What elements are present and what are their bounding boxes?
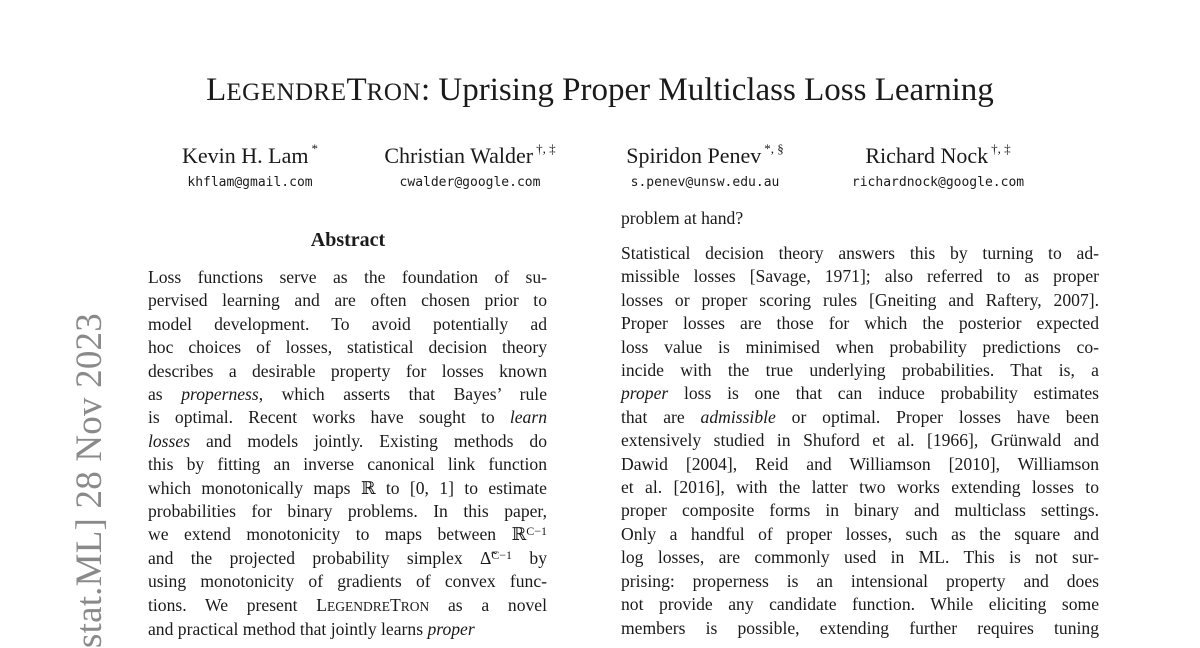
author-name: Spiridon Penev *, § <box>626 141 784 168</box>
body-line: proper loss is one that can induce probability estimates <box>621 383 1099 404</box>
abstract-line: we extend monotonicity to maps between ℝ$^{C-1}$ <box>148 524 547 545</box>
author-email: richardnock@google.com <box>851 175 1025 190</box>
abstract-line: is optimal. Recent works have sought to learn <box>148 407 547 428</box>
body-line: incide with the true underlying probabilities. That is, a <box>621 360 1099 381</box>
author-email: khflam@gmail.com <box>187 175 313 190</box>
author-block <box>360 143 580 190</box>
title-smallcaps-rest-1: EGENDRE <box>226 79 347 106</box>
author-affiliation-marks: †, ‡ <box>536 141 556 156</box>
emphasis-proper: proper <box>621 383 669 404</box>
abstract-line: this by fitting an inverse canonical link function <box>148 454 547 475</box>
abstract-line: describes a desirable property for losses known <box>148 360 547 381</box>
title-text: : Uprising Proper Multiclass Loss Learning <box>420 72 994 108</box>
body-line: prising: properness is an intensional property and does <box>621 570 1099 591</box>
body-line: not provide any candidate function. While eliciting some <box>621 594 1099 615</box>
author-affiliation-marks: *, § <box>764 141 784 156</box>
paper-title <box>0 72 1200 109</box>
author-name: Richard Nock †, ‡ <box>865 141 1011 168</box>
author-email: s.penev@unsw.edu.au <box>630 175 780 190</box>
abstract-heading: Abstract <box>310 229 386 251</box>
abstract-line: probabilities for binary problems. In this paper, <box>148 501 547 522</box>
body-line: et al. [2016], with the latter two works extending losses to <box>621 477 1099 498</box>
abstract-line: pervised learning and are often chosen prior to <box>148 290 547 311</box>
abstract-line: and practical method that jointly learns proper <box>148 619 475 640</box>
abstract-line: tions. We present LEGENDRETRON as a novel <box>148 594 547 615</box>
body-line: log losses, are commonly used in ML. This is not sur- <box>621 547 1099 568</box>
title-smallcaps-initial-1: L <box>206 72 227 108</box>
title-smallcaps-rest-2: RON <box>366 79 421 106</box>
body-line: Statistical decision theory answers this by turning to ad- <box>621 243 1099 263</box>
author-block <box>828 143 1048 190</box>
body-line: losses or proper scoring rules [Gneiting and Raftery, 2007]. <box>621 289 1099 310</box>
author-affiliation-marks: †, ‡ <box>991 141 1011 156</box>
author-affiliation-marks: * <box>311 141 318 156</box>
abstract-line: Loss functions serve as the foundation of su- <box>148 267 547 287</box>
arxiv-identifier-stamp: stat.ML] 28 Nov 2023 <box>69 313 110 648</box>
author-name: Kevin H. Lam * <box>182 141 318 168</box>
body-line: problem at hand? <box>621 208 744 228</box>
emphasis-learn: learn <box>509 407 547 428</box>
body-line: Proper losses are those for which the posterior expected <box>621 313 1099 334</box>
body-line: extensively studied in Shuford et al. [1966], Grünwald and <box>621 430 1099 451</box>
emphasis-proper: proper <box>427 619 475 640</box>
author-email: cwalder@google.com <box>399 175 541 190</box>
body-line: missible losses [Savage, 1971]; also referred to as proper <box>621 266 1099 287</box>
author-block <box>600 143 810 190</box>
emphasis-admissible: admissible <box>700 406 776 427</box>
abstract-body <box>148 266 547 642</box>
math-superscript: C−1 <box>526 524 547 539</box>
abstract-line: losses and models jointly. Existing methods do <box>148 430 547 451</box>
intro-paragraph <box>621 242 1099 640</box>
math-superscript: C−1 <box>491 547 513 562</box>
body-line: that are admissible or optimal. Proper losses have been <box>621 406 1100 427</box>
abstract-line: which monotonically maps ℝ to [0, 1] to estimate <box>148 477 547 498</box>
intro-continued <box>621 207 1099 230</box>
emphasis-losses: losses <box>148 430 191 451</box>
abstract-line: using monotonicity of gradients of convex func- <box>148 571 547 592</box>
body-line: Only a handful of proper losses, such as the square and <box>621 523 1099 544</box>
body-line: members is possible, extending further requires tuning <box>621 617 1099 638</box>
body-line: loss value is minimised when probability predictions co- <box>621 336 1099 357</box>
emphasis-properness: properness <box>181 384 259 405</box>
body-line: proper composite forms in binary and multiclass settings. <box>621 500 1099 521</box>
abstract-line: model development. To avoid potentially ad <box>148 313 547 334</box>
abstract-line: as properness, which asserts that Bayes’ rule <box>148 384 548 405</box>
abstract-line: and the projected probability simplex Δ̃$^{C-1}$ by <box>148 547 547 568</box>
author-name: Christian Walder †, ‡ <box>384 141 556 168</box>
author-block <box>160 143 340 190</box>
body-line: Dawid [2004], Reid and Williamson [2010], Williamson <box>621 453 1099 474</box>
abstract-line: hoc choices of losses, statistical decision theory <box>148 337 547 358</box>
title-smallcaps-initial-2: T <box>346 72 367 108</box>
